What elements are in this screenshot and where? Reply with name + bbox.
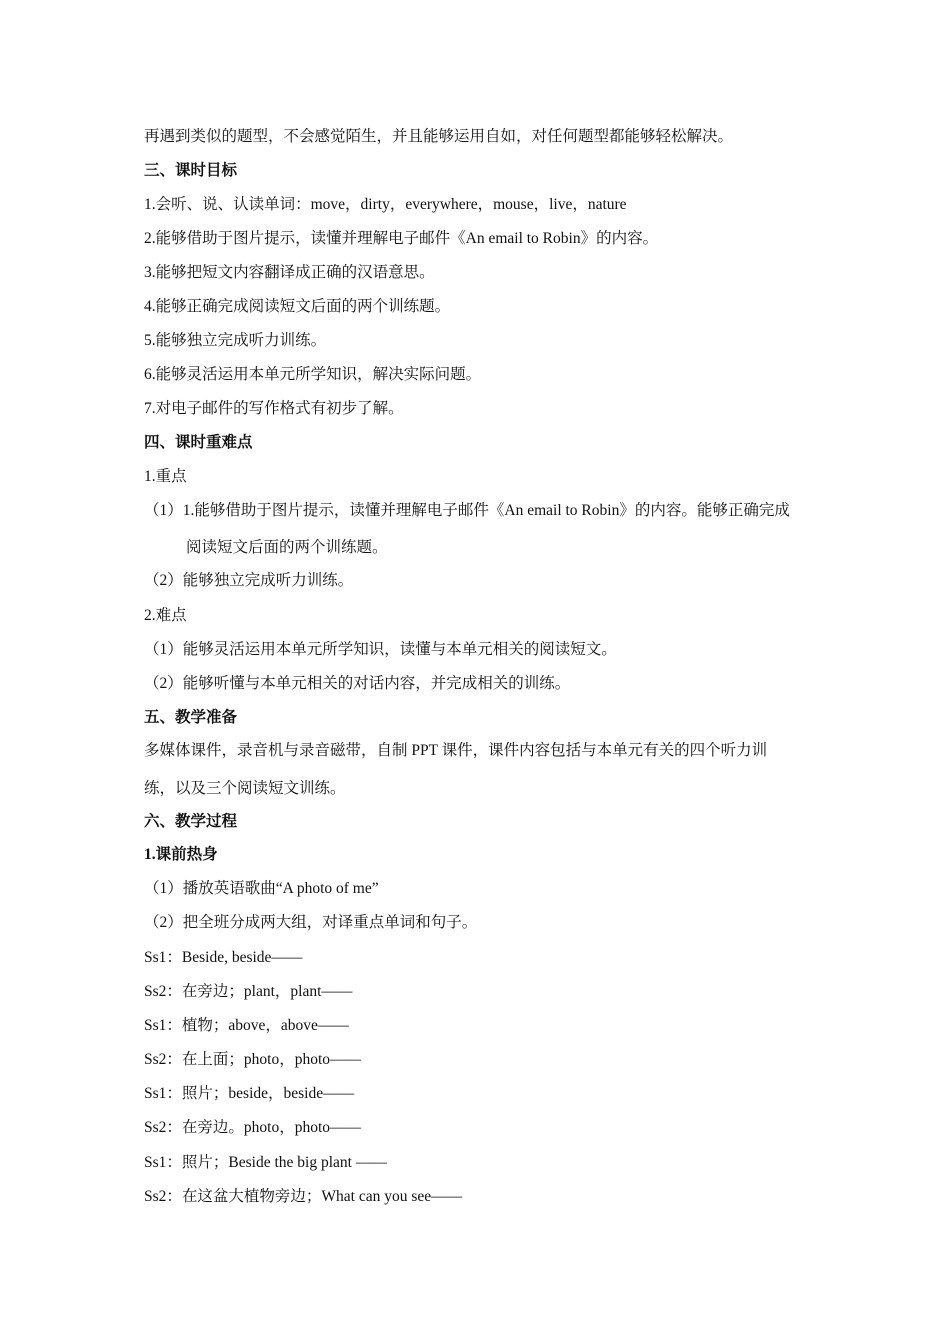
list-item: （2）能够独立完成听力训练。 (144, 572, 354, 589)
subheading: 2.难点 (144, 607, 187, 624)
list-item: （1）播放英语歌曲“A photo of me” (144, 880, 379, 897)
dialogue-line: Ss1：植物；above，above—— (144, 1017, 349, 1034)
dialogue-line: Ss2：在旁边。photo，photo—— (144, 1119, 362, 1136)
paragraph: 多媒体课件，录音机与录音磁带，自制 PPT 课件，课件内容包括与本单元有关的四个听力训 (144, 742, 768, 759)
list-item: （1）能够灵活运用本单元所学知识，读懂与本单元相关的阅读短文。 (144, 641, 617, 658)
goal-item: 5.能够独立完成听力训练。 (144, 332, 327, 349)
list-item-continuation: 阅读短文后面的两个训练题。 (186, 539, 388, 556)
dialogue-line: Ss1：照片；Beside the big plant —— (144, 1154, 387, 1171)
dialogue-line: Ss2：在旁边；plant，plant—— (144, 983, 353, 1000)
subheading: 1.重点 (144, 468, 187, 485)
goal-item: 1.会听、说、认读单词：move，dirty，everywhere，mouse，live，nature (144, 196, 627, 213)
section-heading-process: 六、教学过程 (144, 813, 238, 830)
dialogue-line: Ss1：照片；beside，beside—— (144, 1085, 355, 1102)
section-heading-goals: 三、课时目标 (144, 162, 238, 179)
dialogue-line: Ss2：在这盆大植物旁边；What can you see—— (144, 1188, 463, 1205)
list-item: （1）1.能够借助于图片提示，读懂并理解电子邮件《An email to Robin》的内容。能够正确完成 (144, 502, 790, 519)
list-item: （2）把全班分成两大组，对译重点单词和句子。 (144, 914, 478, 931)
paragraph-continuation: 再遇到类似的题型，不会感觉陌生，并且能够运用自如，对任何题型都能够轻松解决。 (144, 128, 734, 145)
dialogue-line: Ss1：Beside, beside—— (144, 949, 303, 966)
goal-item: 2.能够借助于图片提示，读懂并理解电子邮件《An email to Robin》的内容。 (144, 230, 659, 247)
goal-item: 4.能够正确完成阅读短文后面的两个训练题。 (144, 298, 451, 315)
list-item: （2）能够听懂与本单元相关的对话内容，并完成相关的训练。 (144, 675, 571, 692)
goal-item: 7.对电子邮件的写作格式有初步了解。 (144, 400, 404, 417)
goal-item: 3.能够把短文内容翻译成正确的汉语意思。 (144, 264, 435, 281)
goal-item: 6.能够灵活运用本单元所学知识，解决实际问题。 (144, 366, 482, 383)
paragraph-continuation: 练，以及三个阅读短文训练。 (144, 780, 346, 797)
dialogue-line: Ss2：在上面；photo，photo—— (144, 1051, 362, 1068)
subheading-warmup: 1.课前热身 (144, 846, 218, 863)
section-heading-preparation: 五、教学准备 (144, 709, 238, 726)
section-heading-key-points: 四、课时重难点 (144, 434, 253, 451)
